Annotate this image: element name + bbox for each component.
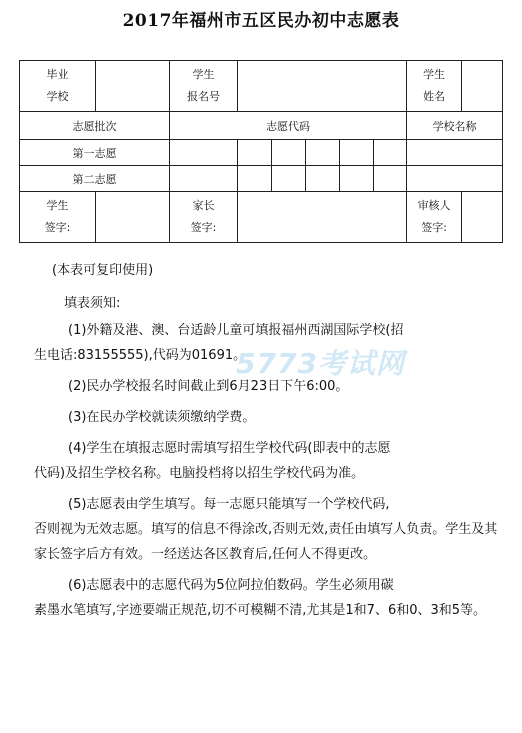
instruction-item: (1)外籍及港、澳、台适龄儿童可填报福州西湖国际学校(招 生电话:83155555),代码为01691。 bbox=[34, 323, 404, 363]
instruction-item: (2)民办学校报名时间截止到6月23日下午6:00。 bbox=[68, 379, 349, 394]
graduation-school-field[interactable] bbox=[96, 61, 170, 112]
instructions bbox=[34, 258, 502, 623]
code-digit-1[interactable] bbox=[170, 140, 238, 166]
reviewer-sign-label: 审核人 签字: bbox=[407, 192, 462, 243]
instruction-item: (4)学生在填报志愿时需填写招生学校代码(即表中的志愿 代码)及招生学校名称。电脑投档将以招生学校代码为准。 bbox=[34, 441, 391, 481]
first-choice-label: 第一志愿 bbox=[20, 140, 170, 166]
code-digit-5[interactable] bbox=[340, 166, 374, 192]
school-name-header: 学校名称 bbox=[407, 112, 503, 140]
code-digit-4[interactable] bbox=[306, 140, 340, 166]
copy-note: (本表可复印使用) bbox=[52, 263, 154, 278]
first-choice-school-field[interactable] bbox=[407, 140, 503, 166]
parent-sign-label: 家长 签字: bbox=[170, 192, 238, 243]
application-form-table bbox=[19, 60, 503, 243]
student-regno-label: 学生 报名号 bbox=[170, 61, 238, 112]
student-sign-label: 学生 签字: bbox=[20, 192, 96, 243]
reviewer-sign-field[interactable] bbox=[462, 192, 503, 243]
code-digit-3[interactable] bbox=[272, 166, 306, 192]
code-digit-5[interactable] bbox=[340, 140, 374, 166]
batch-header: 志愿批次 bbox=[20, 112, 170, 140]
code-header: 志愿代码 bbox=[170, 112, 407, 140]
second-choice-label: 第二志愿 bbox=[20, 166, 170, 192]
student-sign-field[interactable] bbox=[96, 192, 170, 243]
student-regno-field[interactable] bbox=[238, 61, 407, 112]
student-name-label: 学生 姓名 bbox=[407, 61, 462, 112]
graduation-school-label: 毕业 学校 bbox=[20, 61, 96, 112]
code-digit-3[interactable] bbox=[272, 140, 306, 166]
parent-sign-field[interactable] bbox=[238, 192, 407, 243]
code-digit-6[interactable] bbox=[374, 166, 407, 192]
page-title: 2017年福州市五区民办初中志愿表 bbox=[122, 11, 400, 31]
second-choice-school-field[interactable] bbox=[407, 166, 503, 192]
code-digit-6[interactable] bbox=[374, 140, 407, 166]
instruction-item: (5)志愿表由学生填写。每一志愿只能填写一个学校代码, 否则视为无效志愿。填写的信息不得涂改,否则无效,责任由填写人负责。学生及其家长签字后方有效。一经送达各区教育后,任何人不得更改。 bbox=[34, 497, 498, 562]
code-digit-1[interactable] bbox=[170, 166, 238, 192]
code-digit-2[interactable] bbox=[238, 140, 272, 166]
student-name-field[interactable] bbox=[462, 61, 503, 112]
site-watermark: 5773考试网 bbox=[236, 347, 405, 380]
code-digit-2[interactable] bbox=[238, 166, 272, 192]
instruction-item: (3)在民办学校就读须缴纳学费。 bbox=[68, 410, 256, 425]
instructions-heading: 填表须知: bbox=[64, 296, 121, 311]
instruction-item: (6)志愿表中的志愿代码为5位阿拉伯数码。学生必须用碳 素墨水笔填写,字迹要端正规范,切不可模糊不清,尤其是1和7、6和0、3和5等。 bbox=[34, 578, 487, 618]
code-digit-4[interactable] bbox=[306, 166, 340, 192]
